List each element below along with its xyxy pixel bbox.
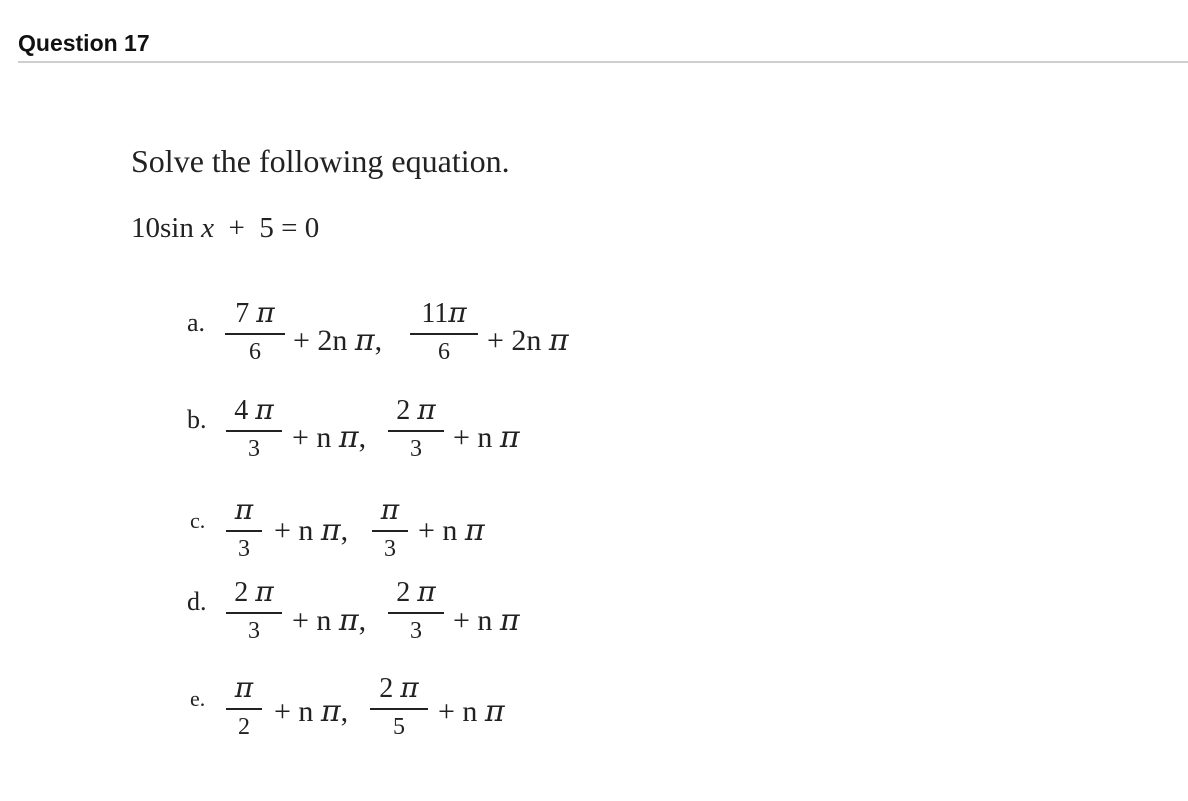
equation-function: sin — [160, 212, 194, 244]
question-prompt: Solve the following equation. — [131, 143, 510, 179]
option-term: + 2n π — [487, 323, 569, 358]
equation-variable: x — [201, 212, 214, 244]
option-letter: e. — [190, 686, 206, 711]
equation-equals: = — [281, 212, 298, 244]
fraction: 2 π 3 — [388, 576, 444, 645]
fraction: 7 π 6 — [225, 297, 285, 366]
question-title: Question 17 — [18, 30, 150, 56]
option-letter: b. — [187, 405, 207, 434]
equation-rhs: 0 — [304, 212, 320, 244]
option-term: + n π — [438, 694, 505, 729]
option-term: + n π — [418, 513, 485, 548]
option-letter: d. — [187, 587, 207, 616]
option-term: + 2n π, — [293, 323, 383, 358]
fraction: π 3 — [372, 494, 408, 563]
fraction: 2 π 3 — [388, 394, 444, 463]
option-term: + n π, — [292, 603, 367, 638]
option-term: + n π, — [274, 513, 349, 548]
option-term: + n π — [453, 603, 520, 638]
fraction: 11π 6 — [410, 297, 478, 366]
equation-plus: + — [228, 212, 245, 244]
option-term: + n π — [453, 420, 520, 455]
fraction: π 3 — [226, 494, 262, 563]
equation-constant: 5 — [259, 212, 274, 244]
equation — [131, 212, 319, 245]
option-term: + n π, — [292, 420, 367, 455]
option-letter: a. — [187, 308, 206, 337]
option-letter: c. — [190, 508, 206, 533]
equation-coefficient: 10 — [131, 212, 160, 244]
fraction: 2 π 3 — [226, 576, 282, 645]
fraction: 2 π 5 — [370, 672, 428, 741]
fraction: π 2 — [226, 672, 262, 741]
option-term: + n π, — [274, 694, 349, 729]
header-divider — [18, 61, 1188, 63]
fraction: 4 π 3 — [226, 394, 282, 463]
